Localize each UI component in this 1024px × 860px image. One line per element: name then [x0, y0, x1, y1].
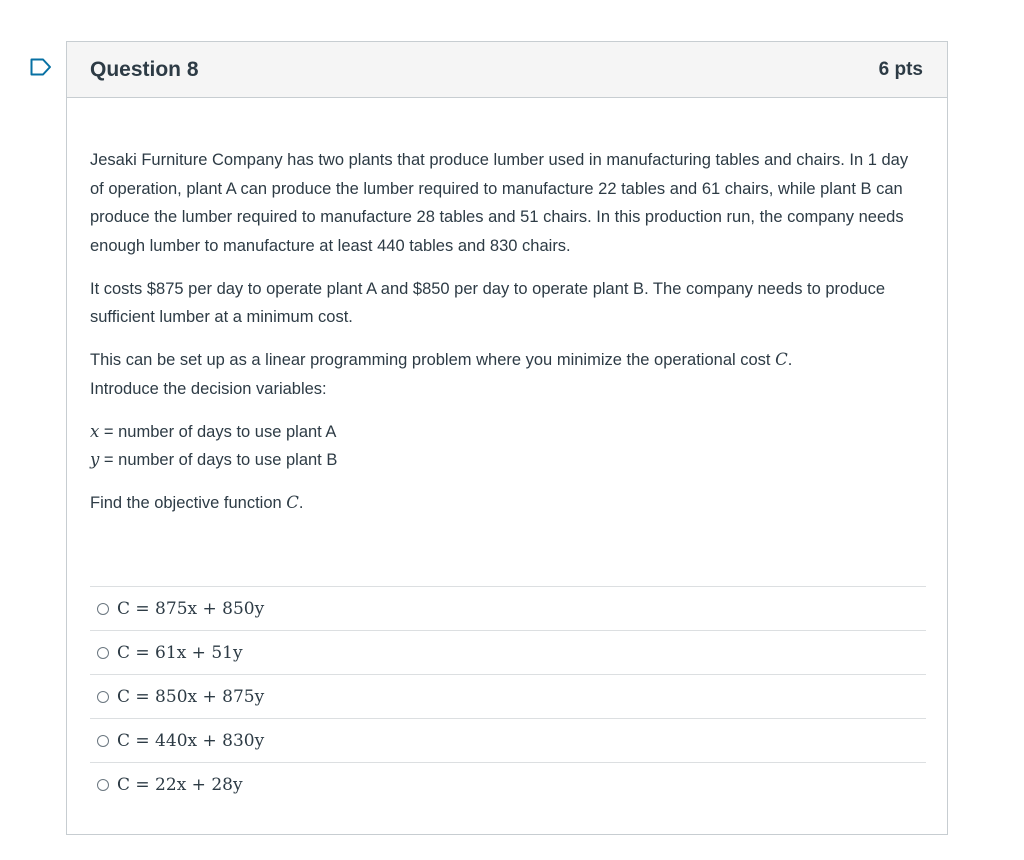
question-paragraph-2: It costs $875 per day to operate plant A and $850 per day to operate plant B. The company needs to produce sufficient lumber at a minimum cost. [90, 279, 885, 326]
answer-label: C = 61x + 51y [117, 642, 243, 663]
radio-button[interactable] [97, 647, 109, 659]
variable-y-definition: = number of days to use plant B [103, 451, 338, 469]
variable-x [90, 418, 914, 447]
answer-option[interactable] [90, 718, 926, 762]
answer-list [90, 586, 926, 806]
variable-y [90, 446, 914, 475]
setup-line-2: Introduce the decision variables: [90, 379, 327, 398]
setup-end: . [787, 351, 793, 369]
answer-option[interactable] [90, 586, 926, 630]
setup-variable: C [775, 350, 788, 369]
variable-y-symbol: y [90, 450, 100, 469]
radio-button[interactable] [97, 735, 109, 747]
question-setup [90, 346, 914, 403]
answer-option[interactable] [90, 762, 926, 806]
prompt-variable: C [286, 493, 299, 512]
question-title: Question 8 [90, 57, 199, 81]
radio-button[interactable] [97, 779, 109, 791]
decision-variables [90, 418, 914, 475]
variable-x-symbol: x [90, 421, 100, 441]
prompt-text: Find the objective function [90, 494, 287, 512]
answer-label: C = 440x + 830y [117, 730, 265, 751]
setup-text: This can be set up as a linear programming problem where you minimize the operational cost [90, 351, 776, 369]
question-header [67, 42, 947, 98]
answer-label: C = 875x + 850y [117, 598, 265, 619]
radio-button[interactable] [97, 603, 109, 615]
answer-label: C = 22x + 28y [117, 774, 243, 795]
question-text [67, 98, 947, 518]
question-card [66, 41, 948, 835]
flag-question-icon[interactable] [30, 58, 52, 76]
question-points: 6 pts [878, 58, 923, 80]
answer-label: C = 850x + 875y [117, 686, 265, 707]
answer-option[interactable] [90, 630, 926, 674]
variable-x-definition: = number of days to use plant A [103, 422, 337, 441]
radio-button[interactable] [97, 691, 109, 703]
answer-option[interactable] [90, 674, 926, 718]
prompt-end: . [298, 494, 304, 512]
question-prompt [90, 489, 914, 518]
question-paragraph-1: Jesaki Furniture Company has two plants that produce lumber used in manufacturing tables and chairs. In 1 day of operation, plant A can produce the lumber required to manufacture 22 tables and 61 chairs, while plant B can produce the lumber required to manufacture 28 tables and 51 chairs. In this production run, the company needs enough lumber to manufacture at least 440 tables and 830 chairs. [90, 151, 909, 255]
